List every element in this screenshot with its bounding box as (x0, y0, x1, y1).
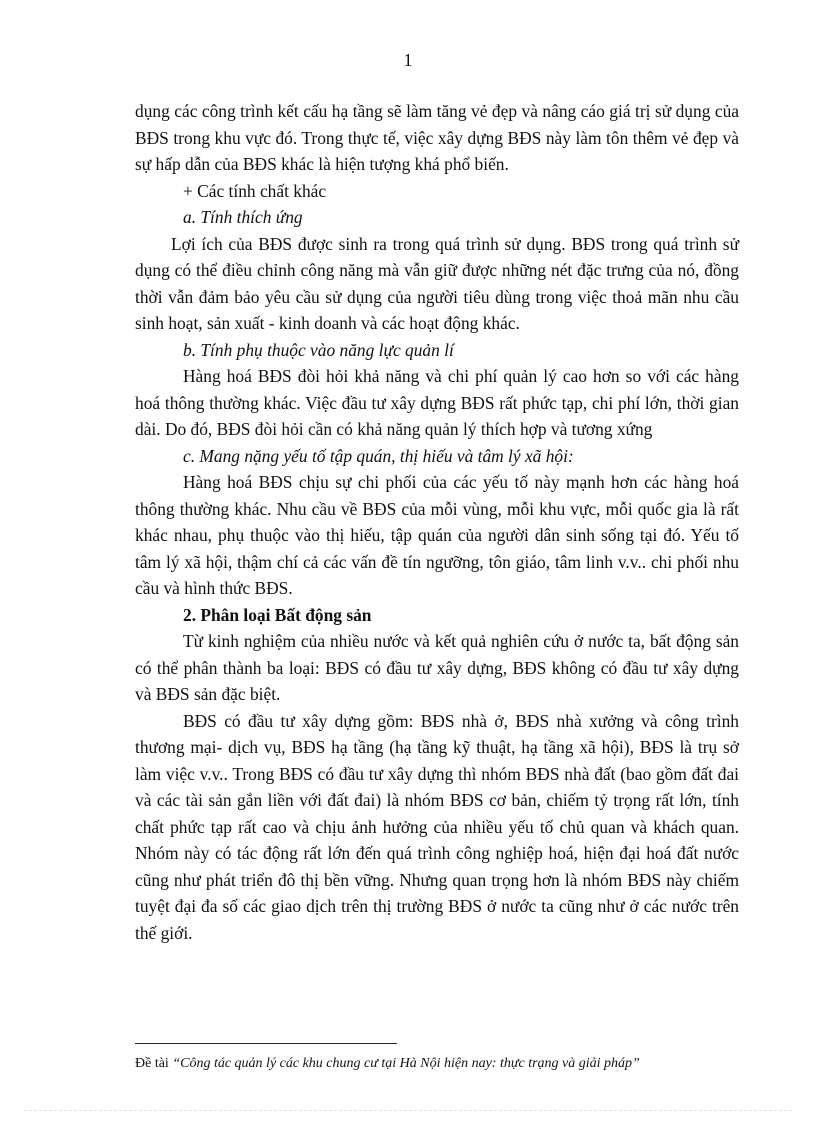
footnote-prefix: Đề tài (135, 1056, 173, 1071)
section-heading-classification: 2. Phân loại Bất động sản (183, 604, 372, 625)
paragraph-customs-taste-psychology: Hàng hoá BĐS chịu sự chi phối của các yếu tố này mạnh hơn các hàng hoá thông thường khác. Nhu cầu về BĐS của mỗi vùng, mỗi khu vực, mỗi quốc gia là rất khác nhau, phụ thuộc vào thị hiếu, tập quán của người dân sinh sống tại đó. Yếu tố tâm lý xã hội, thậm chí cả các vấn đề tín ngưỡng, tôn giáo, tâm linh v.v.. chi phối nhu cầu và hình thức BĐS. (135, 472, 739, 598)
footnote-divider (135, 1043, 397, 1044)
subheading-customs-taste-psychology: c. Mang nặng yếu tố tập quán, thị hiếu và tâm lý xã hội: (183, 445, 574, 466)
paragraph-built-real-estate: BĐS có đầu tư xây dựng gồm: BĐS nhà ở, BĐS nhà xưởng và công trình thương mại- dịch vụ, BĐS hạ tầng (hạ tầng kỹ thuật, hạ tầng xã hội), BĐS là trụ sở làm việc v.v.. Trong BĐS có đầu tư xây dựng thì nhóm BĐS nhà đất (bao gồm đất đai và các tài sản gắn liền với đất đai) là nhóm BĐS cơ bản, chiếm tỷ trọng rất lớn, tính chất phức tạp rất cao và chịu ảnh hưởng của nhiều yếu tố chủ quan và khách quan. Nhóm này có tác động rất lớn đến quá trình công nghiệp hoá, hiện đại hoá đất nước cũng như phát triển đô thị bền vững. Nhưng quan trọng hơn là nhóm BĐS này chiếm tuyệt đại đa số các giao dịch trên thị trường BĐS ở nước ta cũng như ở các nước trên thế giới. (135, 710, 739, 943)
paragraph-classification-intro: Từ kinh nghiệm của nhiều nước và kết quả nghiên cứu ở nước ta, bất động sản có thể phân thành ba loại: BĐS có đầu tư xây dựng, BĐS không có đầu tư xây dựng và BĐS sản đặc biệt. (135, 631, 739, 704)
paragraph-continuation: dụng các công trình kết cấu hạ tầng sẽ làm tăng vẻ đẹp và nâng cáo giá trị sử dụng của BĐS trong khu vực đó. Trong thực tế, việc xây dựng BĐS này làm tôn thêm vẻ đẹp và sự hấp dẫn của BĐS khác là hiện tượng khá phổ biến. (135, 101, 739, 174)
list-heading-other-properties: + Các tính chất khác (183, 180, 327, 201)
footnote-title: “Công tác quản lý các khu chung cư tại Hà Nội hiện nay: thực trạng và giải pháp” (172, 1056, 640, 1071)
document-body (135, 98, 739, 946)
subheading-adaptability: a. Tính thích ứng (183, 207, 303, 227)
footnote (135, 1055, 755, 1073)
page-bottom-border (24, 1110, 792, 1111)
subheading-management-dependency: b. Tính phụ thuộc vào năng lực quản lí (183, 339, 454, 360)
paragraph-management-dependency: Hàng hoá BĐS đòi hỏi khả năng và chi phí quản lý cao hơn so với các hàng hoá thông thường khác. Việc đầu tư xây dựng BĐS rất phức tạp, chi phí lớn, thời gian dài. Do đó, BĐS đòi hỏi cần có khả năng quản lý thích hợp và tương xứng (135, 366, 739, 439)
paragraph-adaptability: Lợi ích của BĐS được sinh ra trong quá trình sử dụng. BĐS trong quá trình sử dụng có thể điều chỉnh công năng mà vẫn giữ được những nét đặc trưng của nó, đồng thời vẫn đảm bảo yêu cầu sử dụng của người tiêu dùng trong việc thoả mãn nhu cầu sinh hoạt, sản xuất - kinh doanh và các hoạt động khác. (135, 233, 739, 333)
page-number: 1 (403, 50, 413, 70)
